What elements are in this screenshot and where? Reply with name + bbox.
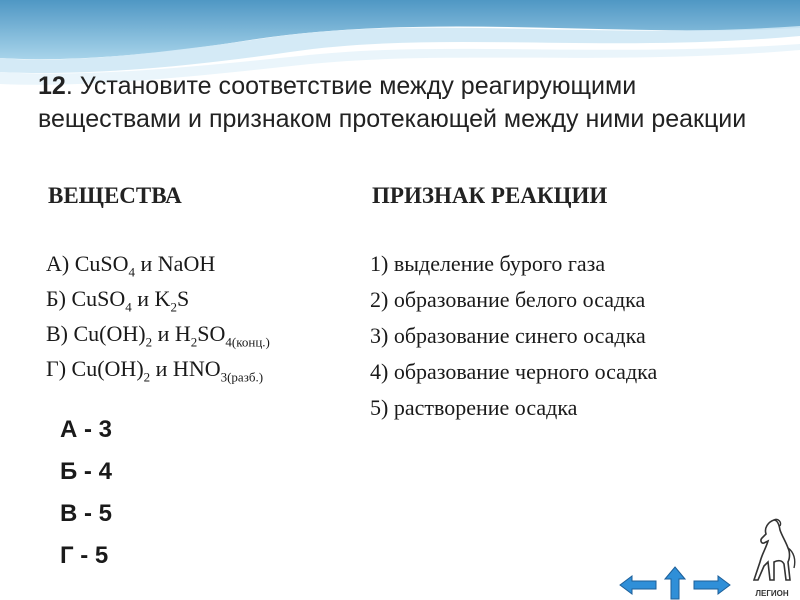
answer-item: А - 3	[60, 416, 113, 443]
next-slide-button[interactable]	[692, 574, 732, 596]
substance-item: В) $Cu(OH)_2$ и $H_2SO_{4(конц.)}$	[46, 321, 270, 350]
answer-item: В - 5	[60, 500, 113, 527]
answers-list	[60, 410, 112, 578]
task-text: . Установите соответствие между реагирующими веществами и признаком протекающей между ними реакции	[38, 72, 747, 133]
substance-item: Г) $Cu(OH)_2$ и $HNO_{3(разб.)}$	[46, 356, 264, 385]
task-title	[38, 70, 778, 136]
home-up-button[interactable]	[664, 566, 686, 600]
substances-heading: ВЕЩЕСТВА	[48, 183, 182, 208]
logo-label: ЛЕГИОН	[755, 589, 789, 598]
substance-item: Б) CuSO$_4$ и $K_2S$	[46, 286, 190, 315]
task-number: 12	[38, 72, 66, 100]
sign-item: 2) образование белого осадка	[370, 287, 646, 312]
prev-slide-button[interactable]	[618, 574, 658, 596]
sign-item: 5) растворение осадка	[370, 395, 578, 420]
substance-item: А) CuSO$_4$ и NaOH	[46, 251, 216, 280]
sign-item: 1) выделение бурого газа	[370, 251, 606, 276]
signs-heading: ПРИЗНАК РЕАКЦИИ	[372, 183, 608, 208]
sign-item: 4) образование черного осадка	[370, 359, 658, 384]
horse-icon	[744, 514, 800, 586]
signs-list	[370, 249, 657, 429]
answer-item: Г - 5	[60, 542, 109, 569]
substances-list	[46, 249, 270, 389]
legion-logo	[744, 514, 800, 600]
sign-item: 3) образование синего осадка	[370, 323, 646, 348]
answer-item: Б - 4	[60, 458, 112, 485]
